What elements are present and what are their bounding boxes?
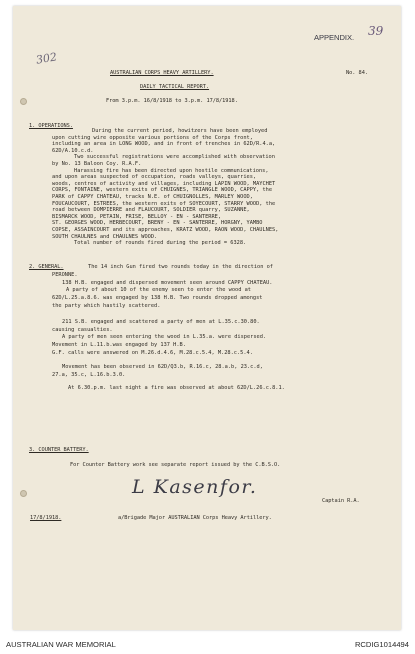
appendix-number-handwritten: 39 (368, 24, 384, 38)
operations-line: SOUTH CHAULNES and CHAULNES WOOD. (52, 233, 158, 240)
punch-hole-top (20, 98, 27, 105)
general-line: causing casualties. (52, 326, 113, 333)
punch-hole-bottom (20, 490, 27, 497)
general-line: The 14 inch Gun fired two rounds today in the direction of (88, 264, 273, 270)
operations-body (52, 128, 278, 247)
counter-battery-line: For Counter Battery work see separate report issued by the C.B.S.O. (70, 462, 281, 468)
report-number: No. 84. (346, 70, 368, 76)
footer-id: RCDIG1014494 (354, 640, 409, 649)
operations-line: COPSE, ASSAINCOURT and its approaches, KRATZ WOOD, RAON WOOD, CHAULNES, (52, 226, 279, 233)
handwritten-signature: L Kasenfor. (132, 476, 258, 498)
general-line: Movement in L.11.b.was engaged by 137 H.B. (52, 342, 186, 349)
report-period: From 3.p.m. 16/8/1918 to 3.p.m. 17/8/1918. (106, 98, 238, 104)
general-line: A party of about 10 of the enemy seen to enter the wood at (66, 287, 251, 294)
operations-total: Total number of rounds fired during the period = 6328. (74, 240, 247, 247)
org-heading: AUSTRALIAN CORPS HEAVY ARTILLERY. (110, 70, 214, 76)
operations-line: and upon areas suspected of occupation, roads valleys, quarries, (52, 174, 257, 181)
operations-line: by No. 13 Baloon Coy. R.A.F. (52, 160, 142, 167)
operations-line: FOUCAUCOURT, ESTREES, the western exits of SOYECOURT, STARRY WOOD, the (52, 200, 276, 207)
operations-line: During the current period, howitzers have been employed (92, 128, 268, 134)
report-title: DAILY TACTICAL REPORT. (140, 84, 210, 90)
operations-line: woods, centres of activity and villages, including LAPIN WOOD, MAYCHET (52, 180, 276, 187)
general-body (52, 264, 285, 393)
general-line: 62D/L.25.a.8.6. was engaged by 138 H.B. Two rounds dropped amongst (52, 295, 263, 302)
general-line: 211 S.B. engaged and scattered a party of men at L.35.c.30.80. (62, 318, 260, 325)
archive-footer (0, 634, 415, 654)
operations-heading: 1. OPERATIONS. (29, 123, 73, 129)
general-line: Movement has been observed in 62D/Q3.b, R.16.c, 28.a.b, 23.c.d, (62, 363, 263, 370)
operations-line: Two successful registrations were accomplished with observation (74, 154, 275, 161)
counter-battery-heading: 3. COUNTER BATTERY. (29, 447, 89, 453)
operations-line: ST. GEORGES WOOD, HERBECOURT, BRENY - EN - SANTERRE, HORGNY, YAMBO (52, 220, 263, 227)
appendix-label: APPENDIX. (314, 33, 355, 42)
footer-source: AUSTRALIAN WAR MEMORIAL (6, 640, 116, 649)
general-heading: 2. GENERAL. (29, 264, 64, 270)
operations-line: road between DOMPIERRE and FLAUCOURT, SOLDIER quarry, SUZANNE, (52, 207, 250, 214)
operations-line: BISMARCK WOOD, PETAIN, FRISE, BELLOY - EN - SANTERRE, (52, 213, 222, 220)
general-line: 27.a, 35.c, L.16.b.3.0. (52, 371, 126, 378)
signature-date: 17/8/1918. (30, 515, 62, 521)
folio-number-handwritten: 302 (35, 50, 58, 67)
general-line: 138 H.B. engaged and dispersed movement seen around CAPPY CHATEAU. (62, 279, 273, 286)
operations-line: PARK of CAPPY CHATEAU, tracks N.E. of CHUIGNOLLES, MARLEY WOOD, (52, 193, 253, 200)
signature-rank: Captain R.A. (322, 498, 360, 504)
signature-role: a/Brigade Major AUSTRALIAN Corps Heavy Artillery. (118, 515, 272, 521)
operations-line: including an area in LONG WOOD, and in front of trenches in 62D/R.4.a, (52, 141, 276, 148)
operations-line: CORPS, FONTAINE, western exits of CHUIGNES, TRIANGLE WOOD, CAPPY, the (52, 187, 273, 194)
general-line: PERONNE. (52, 271, 78, 278)
general-line: the party which hastily scattered. (52, 302, 161, 309)
general-line: G.F. calls were answered on M.26.d.4.6, M.28.c.5.4, M.28.c.5.4. (52, 349, 253, 356)
general-line: At 6.30.p.m. last night a fire was observed at about 62D/L.26.c.8.1. (68, 385, 285, 392)
operations-line: 62D/A.10.c.d. (52, 147, 94, 154)
general-line: A party of men seen entering the wood in L.35.a. were dispersed. (62, 334, 267, 341)
operations-line: upon cutting wire opposite various portions of the Corps front, (52, 134, 253, 141)
operations-line: Harassing fire has been directed upon hostile communications, (74, 167, 269, 174)
